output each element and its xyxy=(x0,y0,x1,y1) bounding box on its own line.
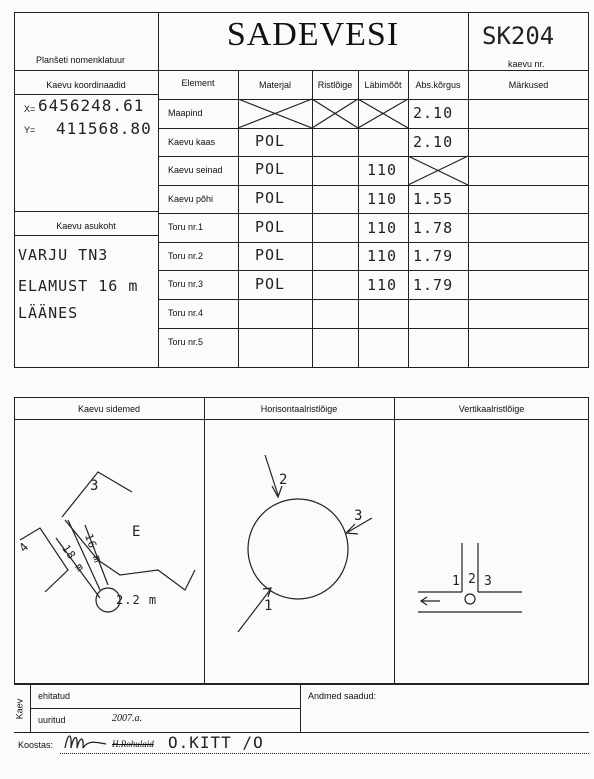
uuritud-label: uuritud xyxy=(38,715,66,725)
header-element: Element xyxy=(181,78,215,88)
row-element: Maapind xyxy=(168,108,203,118)
row-element: Kaevu kaas xyxy=(168,137,216,147)
abs-height-value: 1.79 xyxy=(413,247,454,265)
signature xyxy=(62,728,112,754)
vertical-section-header: Vertikaalristlõige xyxy=(458,404,525,414)
pipe-label: 3 xyxy=(354,508,364,524)
kaev-label: Kaev xyxy=(14,698,25,720)
andmed-label: Andmed saadud: xyxy=(308,691,377,701)
y-value: 411568.80 xyxy=(56,119,152,138)
header-cross-section: Ristlõige xyxy=(317,80,353,90)
ties-header: Kaevu sidemed xyxy=(77,404,141,414)
abs-height-value: 1.78 xyxy=(413,219,454,237)
pipe-label: 1 xyxy=(264,598,274,614)
koostas-label: Koostas: xyxy=(18,740,54,750)
well-nr-label: kaevu nr. xyxy=(508,59,545,69)
material-value: POL xyxy=(255,246,286,264)
form-title: SADEVESI xyxy=(226,16,400,53)
y-label: Y= xyxy=(24,125,36,135)
location-line-1: VARJU TN3 xyxy=(18,246,109,264)
row-element: Kaevu seinad xyxy=(168,165,223,175)
pipe-label: 2 xyxy=(279,472,289,488)
well-id: SK204 xyxy=(482,22,555,50)
tie-distance: 18 m xyxy=(59,542,88,575)
row-element: Toru nr.3 xyxy=(168,279,204,289)
header-material: Materjal xyxy=(258,80,291,90)
horizontal-section-header: Horisontaalristlõige xyxy=(260,404,338,414)
diameter-value: 110 xyxy=(367,161,398,179)
material-value: POL xyxy=(255,160,286,178)
abs-height-value: 2.10 xyxy=(413,104,454,122)
printed-name: H.Rohulaid xyxy=(112,739,154,749)
row-element: Toru nr.1 xyxy=(168,222,204,232)
tie-distance: 2.2 m xyxy=(116,593,158,607)
abs-height-value: 2.10 xyxy=(413,133,454,151)
row-element: Toru nr.4 xyxy=(168,308,204,318)
material-value: POL xyxy=(255,189,286,207)
author-handwritten: O.KITT /O xyxy=(168,733,264,752)
location-line-2: ELAMUST 16 m xyxy=(18,277,139,295)
header-diameter: Läbimõõt xyxy=(364,80,402,90)
tie-distance: 3 xyxy=(90,478,100,494)
material-value: POL xyxy=(255,275,286,293)
pipe-label: 2 xyxy=(468,572,477,587)
material-value: POL xyxy=(255,218,286,236)
tie-distance: 16 m xyxy=(81,531,105,566)
header-remarks: Märkused xyxy=(508,80,549,90)
row-element: Kaevu põhi xyxy=(168,194,214,204)
x-value: 6456248.61 xyxy=(38,96,145,115)
location-line-3: LÄÄNES xyxy=(18,304,79,322)
diameter-value: 110 xyxy=(367,247,398,265)
coords-label: Kaevu koordinaadid xyxy=(46,80,126,90)
pipe-label: 1 xyxy=(452,574,461,589)
location-label: Kaevu asukoht xyxy=(56,221,116,231)
x-label: X= xyxy=(24,104,36,114)
abs-height-value: 1.55 xyxy=(413,190,454,208)
tie-label: E xyxy=(132,524,142,540)
diameter-value: 110 xyxy=(367,219,398,237)
diameter-value: 110 xyxy=(367,276,398,294)
ehitatud-label: ehitatud xyxy=(38,691,71,701)
planset-label: Planšeti nomenklatuur xyxy=(36,55,126,65)
tie-distance: 4 xyxy=(16,539,32,555)
pipe-label: 3 xyxy=(484,574,493,589)
row-element: Toru nr.2 xyxy=(168,251,204,261)
row-element: Toru nr.5 xyxy=(168,337,204,347)
material-value: POL xyxy=(255,132,286,150)
abs-height-value: 1.79 xyxy=(413,276,454,294)
header-abs-height: Abs.kõrgus xyxy=(415,80,461,90)
diameter-value: 110 xyxy=(367,190,398,208)
year-value: 2007.a. xyxy=(112,713,142,724)
